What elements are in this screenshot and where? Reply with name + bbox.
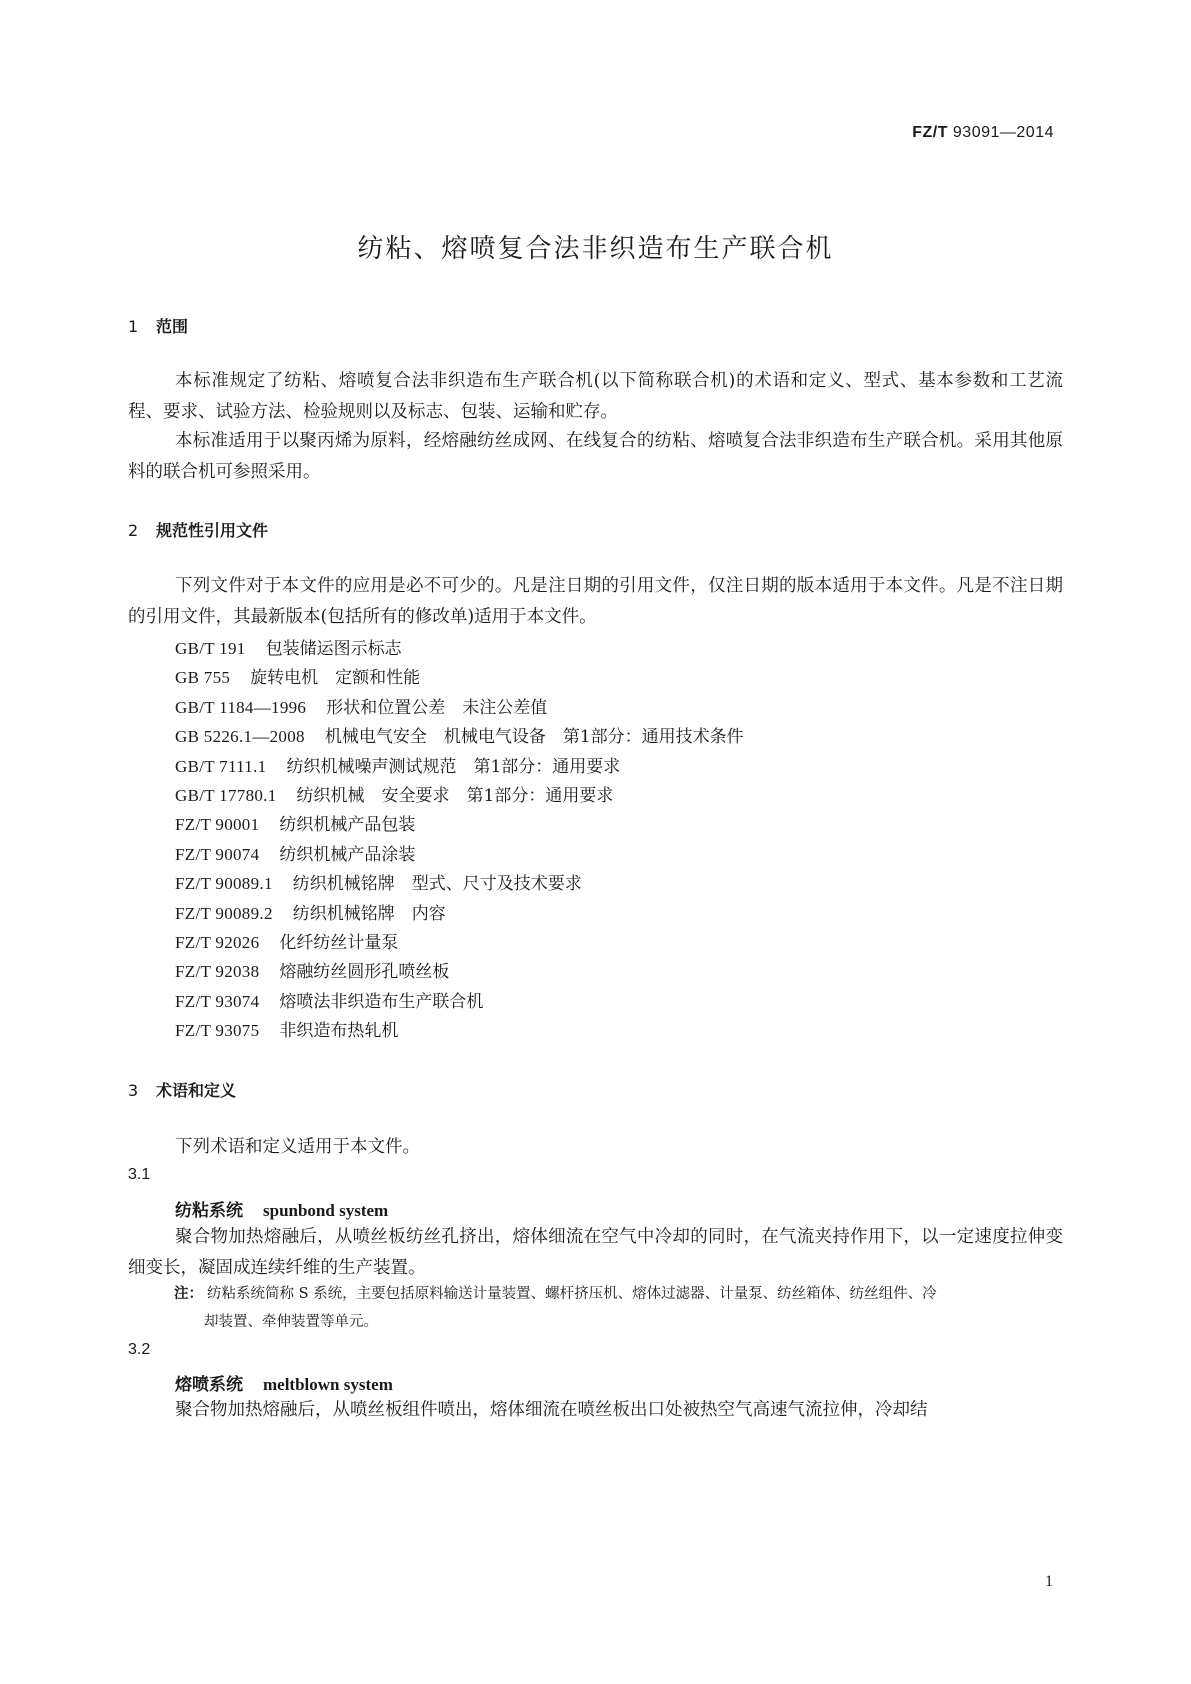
section-number: 1 (128, 317, 139, 336)
reference-title: 纺织机械铭牌 型式、尺寸及技术要求 (292, 874, 582, 895)
reference-item (175, 810, 415, 835)
reference-title: 化纤纺丝计量泵 (279, 933, 399, 953)
page-number: 1 (1045, 1573, 1053, 1590)
reference-title: 熔喷法非织造布生产联合机 (279, 991, 484, 1012)
section-title: 范围 (156, 317, 189, 336)
reference-item (175, 957, 449, 982)
term-note (174, 1280, 1058, 1336)
reference-code: FZ/T 90074 (175, 844, 260, 864)
reference-code: GB 5226.1—2008 (175, 727, 305, 747)
scope-paragraph-2: 本标准适用于以聚丙烯为原料，经熔融纺丝成网、在线复合的纺粘、熔喷复合法非织造布生产联合机。采用其他原料的联合机可参照采用。 (128, 431, 1063, 482)
standard-code-prefix: FZ/T (912, 124, 948, 141)
term-definition: 聚合物加热熔融后，从喷丝板组件喷出，熔体细流在喷丝板出口处被热空气高速气流拉伸，冷却结 (175, 1400, 928, 1420)
reference-title: 旋转电机 定额和性能 (250, 668, 421, 689)
term-number: 3.2 (128, 1341, 151, 1358)
refs-intro-paragraph: 下列文件对于本文件的应用是必不可少的。凡是注日期的引用文件，仅注日期的版本适用于本文件。凡是不注日期的引用文件，其最新版本(包括所有的修改单)适用于本文件。 (128, 576, 1063, 627)
reference-title: 纺织机械产品涂装 (279, 844, 416, 865)
term-heading (175, 1196, 388, 1221)
term-english: meltblown system (263, 1375, 393, 1394)
section-title: 术语和定义 (156, 1081, 237, 1100)
reference-item (175, 722, 744, 747)
reference-code: GB 755 (175, 668, 231, 688)
standard-code-number: 93091—2014 (952, 124, 1054, 141)
reference-code: GB/T 7111.1 (175, 756, 267, 776)
reference-code: GB/T 17780.1 (175, 786, 277, 805)
terms-intro-paragraph: 下列术语和定义适用于本文件。 (175, 1137, 420, 1157)
reference-title: 机械电气安全 机械电气设备 第1部分：通用技术条件 (324, 727, 744, 748)
note-text-line-2: 却装置、牵伸装置等单元。 (204, 1314, 378, 1330)
standard-code (912, 124, 1054, 142)
reference-item (175, 987, 483, 1012)
reference-item (175, 869, 582, 894)
reference-title: 纺织机械产品包装 (279, 815, 416, 836)
reference-code: FZ/T 92026 (175, 933, 260, 952)
reference-item (175, 752, 620, 777)
reference-title: 熔融纺丝圆形孔喷丝板 (279, 962, 450, 983)
reference-item (175, 693, 547, 718)
term-definition: 聚合物加热熔融后，从喷丝板纺丝孔挤出，熔体细流在空气中冷却的同时，在气流夹持作用下，以一定速度拉伸变细变长，凝固成连续纤维的生产装置。 (128, 1227, 1063, 1278)
section-number: 2 (128, 521, 139, 540)
reference-item (175, 899, 446, 924)
document-title: 纺粘、熔喷复合法非织造布生产联合机 (357, 234, 834, 264)
reference-code: FZ/T 93074 (175, 991, 260, 1011)
reference-title: 非织造布热轧机 (279, 1021, 399, 1042)
term-chinese: 熔喷系统 (175, 1375, 243, 1395)
reference-code: FZ/T 92038 (175, 962, 260, 982)
section-heading-terms (128, 1078, 236, 1101)
section-number: 3 (128, 1081, 139, 1100)
note-label: 注： (174, 1285, 203, 1302)
term-english: spunbond system (263, 1201, 389, 1220)
note-text-line-1: 纺粘系统简称 S 系统，主要包括原料输送计量装置、螺杆挤压机、熔体过滤器、计量泵、纺丝箱体、纺丝组件、冷 (207, 1286, 937, 1302)
reference-item (175, 840, 415, 865)
reference-item (175, 1016, 398, 1041)
reference-title: 形状和位置公差 未注公差值 (326, 697, 548, 718)
term-number: 3.1 (128, 1166, 151, 1183)
reference-title: 包装储运图示标志 (265, 639, 402, 659)
reference-title: 纺织机械噪声测试规范 第1部分：通用要求 (286, 756, 621, 777)
reference-item (175, 663, 420, 688)
reference-item (175, 928, 398, 953)
term-chinese: 纺粘系统 (175, 1201, 243, 1221)
term-heading (175, 1370, 393, 1395)
reference-title: 纺织机械铭牌 内容 (292, 903, 446, 924)
reference-code: FZ/T 90089.1 (175, 874, 273, 894)
reference-code: FZ/T 90089.2 (175, 903, 273, 923)
scope-paragraph-1: 本标准规定了纺粘、熔喷复合法非织造布生产联合机(以下简称联合机)的术语和定义、型式、基本参数和工艺流程、要求、试验方法、检验规则以及标志、包装、运输和贮存。 (128, 371, 1063, 422)
section-title: 规范性引用文件 (156, 521, 269, 540)
reference-title: 纺织机械 安全要求 第1部分：通用要求 (296, 786, 614, 806)
section-heading-refs (128, 518, 268, 541)
reference-code: GB/T 191 (175, 639, 246, 658)
reference-code: GB/T 1184—1996 (175, 697, 307, 717)
reference-item (175, 634, 402, 659)
reference-code: FZ/T 90001 (175, 815, 260, 835)
reference-code: FZ/T 93075 (175, 1021, 260, 1041)
reference-item (175, 781, 613, 806)
section-heading-scope (128, 314, 188, 337)
